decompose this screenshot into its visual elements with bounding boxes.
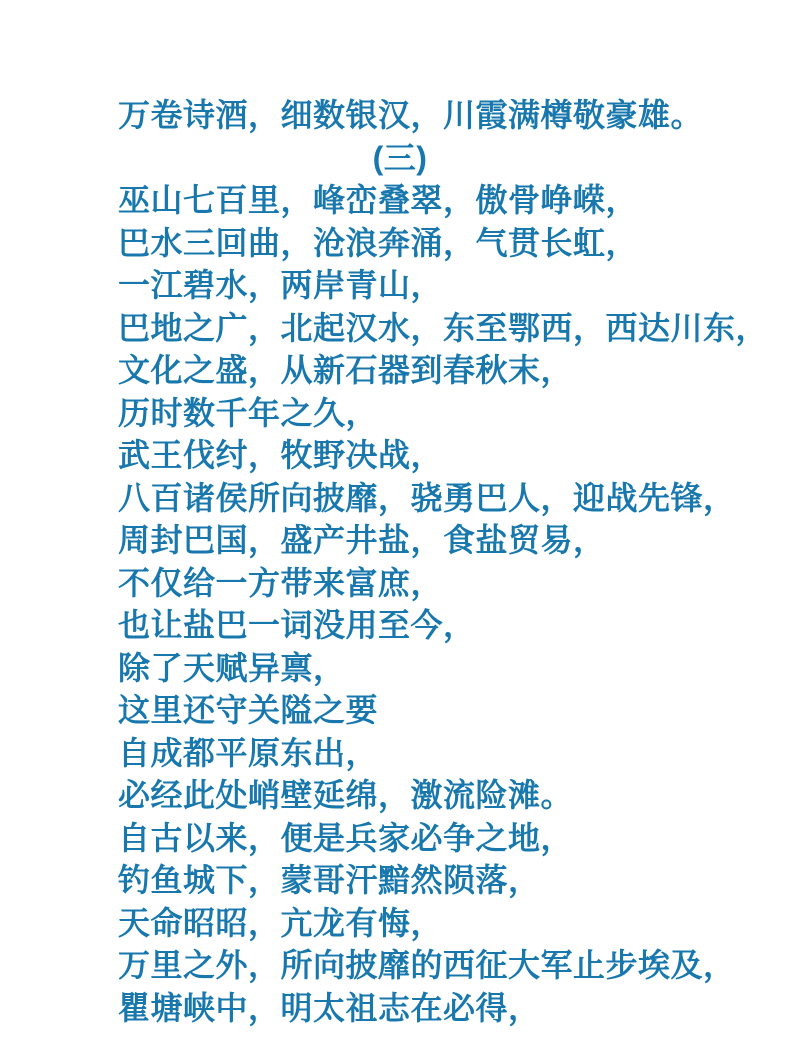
poem-line: 周封巴国，盛产井盐，食盐贸易，	[118, 522, 606, 558]
poem-line: 必经此处峭壁延绵，激流险滩。	[118, 777, 574, 813]
poem-section-label: (三)	[372, 139, 428, 176]
poem-line: 历时数千年之久，	[118, 394, 379, 431]
poem-line: 八百诸侯所向披靡，骁勇巴人，迎战先锋，	[118, 479, 736, 516]
poem-line: 万里之外，所向披靡的西征大军止步埃及，	[118, 947, 736, 983]
poem-line: 瞿塘峡中，明太祖志在必得，	[118, 989, 541, 1026]
poem-line: 一江碧水，两岸青山，	[118, 267, 444, 303]
poem-line: 自古以来，便是兵家必争之地，	[118, 819, 574, 856]
poem-line: 自成都平原东出，	[118, 734, 379, 771]
poem-line: 巴地之广，北起汉水，东至鄂西，西达川东，	[118, 309, 769, 346]
poem-line: 也让盐巴一词没用至今，	[118, 607, 476, 643]
poem-line: 文化之盛，从新石器到春秋末，	[118, 352, 574, 388]
poem-line: 巫山七百里，峰峦叠翠，傲骨峥嵘，	[118, 182, 639, 218]
poem-line: 天命昭昭，亢龙有悔，	[118, 904, 444, 941]
poem-line: 除了天赋异禀，	[118, 649, 346, 686]
poem-line: 不仅给一方带来富庶，	[118, 564, 444, 601]
poem-line: 钓鱼城下，蒙哥汗黯然陨落，	[118, 862, 541, 898]
poem-line: 武王伐纣，牧野决战，	[118, 437, 444, 473]
poem-line: 这里还守关隘之要	[118, 692, 379, 728]
poem-line: 万卷诗酒，细数银汉，川霞满樽敬豪雄。	[118, 97, 704, 133]
poem-text	[0, 94, 800, 1029]
poem-line: 巴水三回曲，沧浪奔涌，气贯长虹，	[118, 224, 639, 261]
